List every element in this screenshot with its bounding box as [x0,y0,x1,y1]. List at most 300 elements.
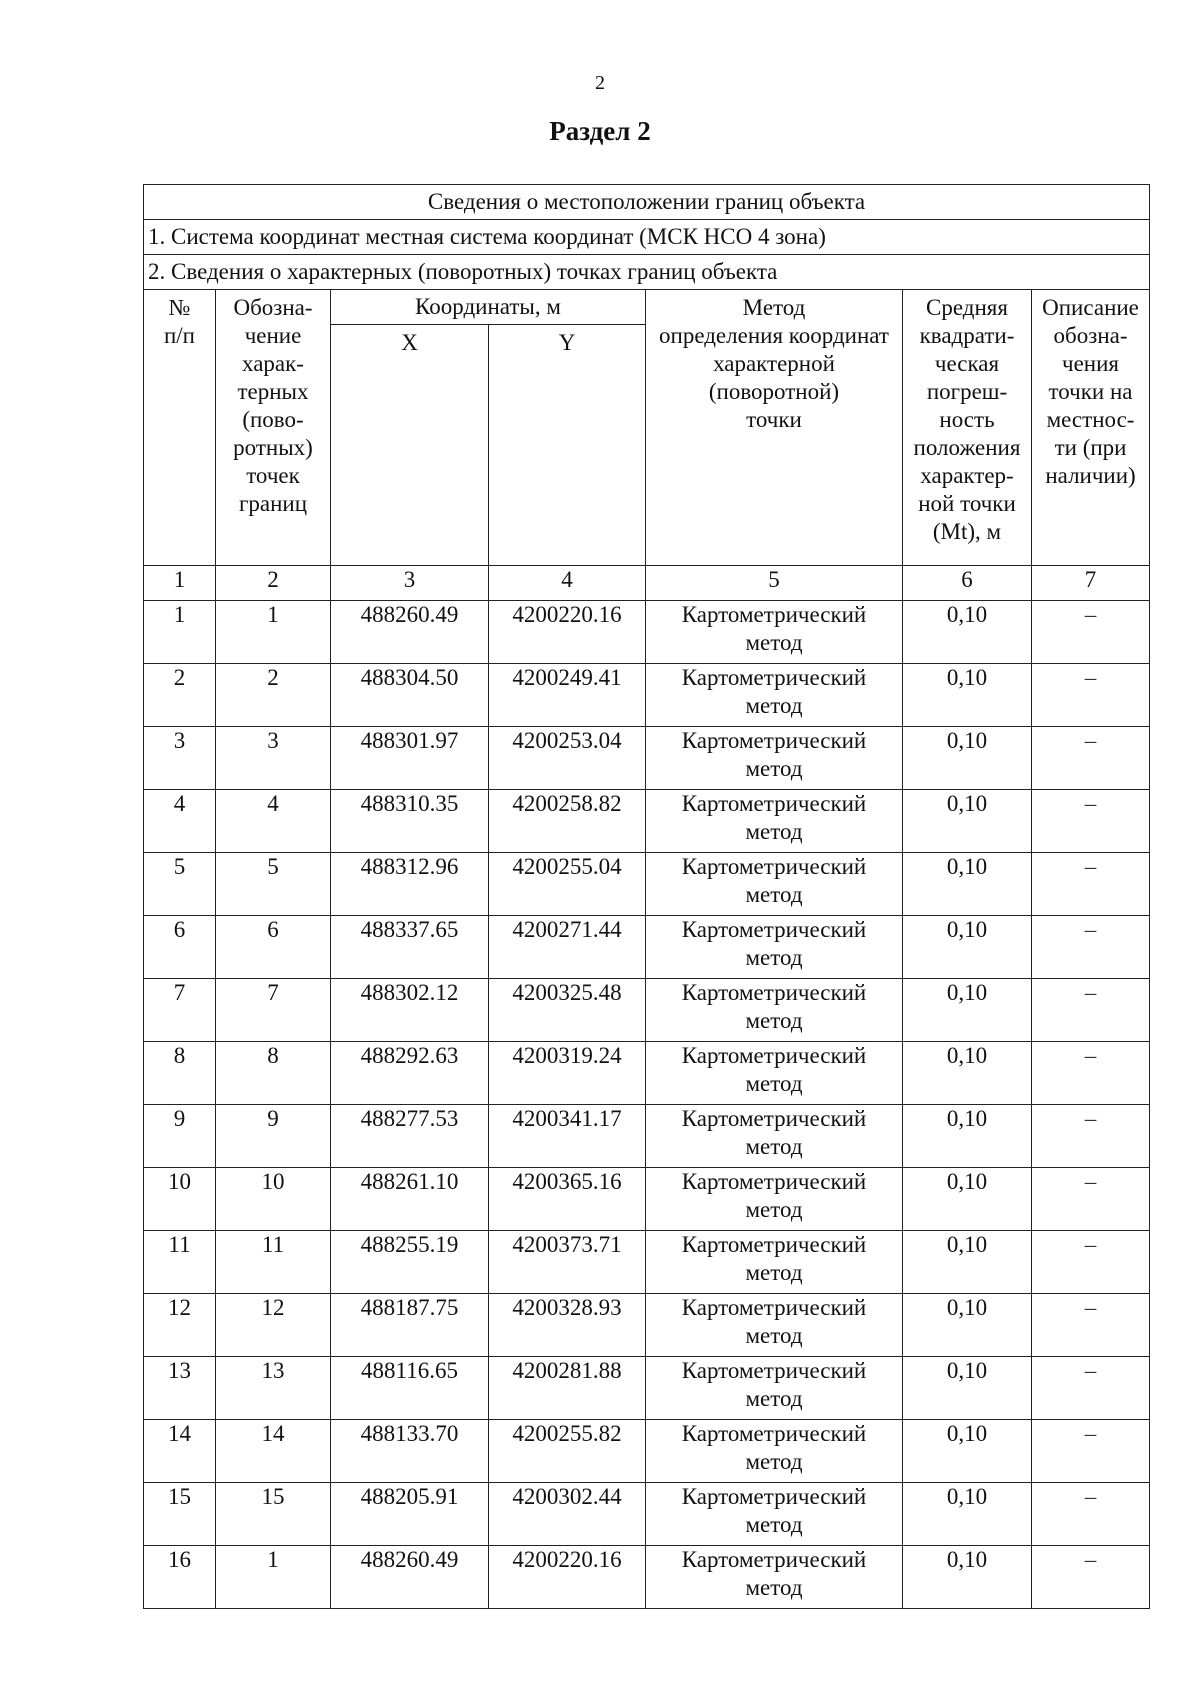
method-text: метод [745,1575,803,1600]
coord-y [489,1231,646,1294]
description [1032,1546,1150,1609]
header-designation [216,290,331,566]
column-number: 4 [489,566,646,601]
point-designation-text: 9 [267,1106,279,1131]
coord-y [489,1483,646,1546]
header-line: характер- [920,463,1014,488]
column-number: 1 [144,566,216,601]
error-value [903,1042,1032,1105]
point-designation [216,1231,331,1294]
method-text: метод [745,1323,803,1348]
coord-y-text: 4200341.17 [512,1106,622,1131]
header-line: погреш- [926,379,1008,404]
point-designation-text: 11 [261,1232,285,1257]
error-value-text: 0,10 [946,665,988,690]
header-y: Y [489,325,646,566]
method-text: метод [745,756,803,781]
coord-x [331,1168,489,1231]
coord-x [331,979,489,1042]
coord-y-text: 4200255.82 [512,1421,622,1446]
header-method [646,290,903,566]
error-value-text: 0,10 [946,854,988,879]
point-number [144,1483,216,1546]
point-number-text: 9 [173,1106,186,1131]
method [646,1168,903,1231]
method [646,1294,903,1357]
coord-x-text: 488116.65 [361,1358,458,1383]
coord-x [331,1420,489,1483]
error-value-text: 0,10 [946,1484,988,1509]
error-value [903,1294,1032,1357]
header-line: Описание [1042,295,1139,320]
description [1032,1294,1150,1357]
header-line: ность [939,407,995,432]
header-line: квадрати- [919,323,1015,348]
description-text: – [1084,1295,1097,1320]
description-text: – [1084,1547,1097,1572]
header-line: обозна- [1053,323,1128,348]
method-text: Картометрический [681,1043,867,1068]
header-line: местнос- [1046,407,1135,432]
description [1032,979,1150,1042]
description [1032,727,1150,790]
method [646,916,903,979]
page-number: 2 [595,72,605,94]
method-text: Картометрический [681,1169,867,1194]
point-number [144,1168,216,1231]
point-number-text: 13 [168,1358,191,1383]
method-text: метод [745,630,803,655]
point-designation-text: 13 [261,1358,285,1383]
table-row [144,979,1150,1042]
method-text: Картометрический [681,665,867,690]
coord-x-text: 488255.19 [360,1232,459,1257]
table-row [144,1042,1150,1105]
method-text: Картометрический [681,1232,867,1257]
section-title: Раздел 2 [549,116,651,146]
coord-y-text: 4200255.04 [512,854,622,879]
coord-y [489,1357,646,1420]
header-x: X [331,325,489,566]
point-number-text: 1 [173,602,186,627]
method [646,1546,903,1609]
description [1032,601,1150,664]
description-text: – [1084,1106,1097,1131]
error-value [903,790,1032,853]
point-designation-text: 6 [267,917,279,942]
point-number [144,1294,216,1357]
point-number [144,1357,216,1420]
error-value [903,1483,1032,1546]
point-designation [216,727,331,790]
header-num [144,290,216,566]
header-line: Средняя [926,295,1008,320]
method-text: Картометрический [681,1547,867,1572]
error-value-text: 0,10 [946,1421,988,1446]
table-row [144,601,1150,664]
point-designation [216,1420,331,1483]
coord-x [331,1042,489,1105]
description-text: – [1084,854,1097,879]
coord-y-text: 4200325.48 [512,980,622,1005]
point-designation [216,853,331,916]
coord-y-text: 4200328.93 [512,1295,622,1320]
method-text: метод [745,819,803,844]
coord-x [331,1357,489,1420]
method-text: Картометрический [681,917,867,942]
point-number [144,1042,216,1105]
error-value [903,1546,1032,1609]
header-line: точки [746,407,802,432]
method [646,1105,903,1168]
table-row [144,853,1150,916]
point-designation-text: 8 [267,1043,279,1068]
coord-x [331,790,489,853]
method-text: метод [745,1008,803,1033]
point-designation [216,664,331,727]
error-value-text: 0,10 [946,1358,988,1383]
point-designation [216,1168,331,1231]
table-row [144,1483,1150,1546]
method [646,979,903,1042]
table-row [144,664,1150,727]
header-line: точки на [1048,379,1133,404]
description-text: – [1084,917,1097,942]
point-number [144,1546,216,1609]
error-value [903,979,1032,1042]
coord-x [331,853,489,916]
point-number-text: 2 [173,665,186,690]
method [646,1231,903,1294]
point-number-text: 8 [173,1043,186,1068]
point-number-text: 12 [168,1295,191,1320]
coord-y-text: 4200271.44 [512,917,622,942]
point-designation-text: 1 [267,1547,279,1572]
error-value-text: 0,10 [946,728,988,753]
point-number-text: 3 [173,728,186,753]
description [1032,1105,1150,1168]
error-value [903,1357,1032,1420]
method-text: метод [745,1260,803,1285]
point-number [144,601,216,664]
point-designation-text: 3 [267,728,279,753]
description [1032,664,1150,727]
header-line: (поворотной) [708,379,840,404]
point-designation [216,601,331,664]
method [646,853,903,916]
table-row [144,790,1150,853]
description-text: – [1084,980,1097,1005]
method-text: Картометрический [681,728,867,753]
coord-y-text: 4200319.24 [512,1043,622,1068]
description [1032,1420,1150,1483]
column-numbers-row [144,566,1150,601]
method [646,790,903,853]
error-value [903,1105,1032,1168]
column-number: 2 [216,566,331,601]
header-line: чение [244,323,302,348]
point-designation-text: 5 [267,854,279,879]
header-line: ческая [934,351,1000,376]
table-row [144,1231,1150,1294]
coord-x-text: 488261.10 [360,1169,459,1194]
description [1032,1231,1150,1294]
coord-x [331,727,489,790]
table-row [144,1546,1150,1609]
coord-y-text: 4200258.82 [512,791,622,816]
header-line: положения [913,435,1021,460]
point-designation-text: 7 [267,980,279,1005]
method-text: метод [745,1197,803,1222]
coord-x-text: 488310.35 [360,791,459,816]
method [646,1357,903,1420]
point-number [144,1105,216,1168]
header-line: № [168,295,191,320]
description [1032,1483,1150,1546]
point-designation-text: 15 [261,1484,285,1509]
coord-y [489,601,646,664]
method [646,1483,903,1546]
header-line: ротных) [233,435,313,460]
header-description [1032,290,1150,566]
coord-x [331,601,489,664]
coord-x-text: 488301.97 [360,728,459,753]
error-value [903,916,1032,979]
description-text: – [1084,1169,1097,1194]
point-designation-text: 1 [267,602,279,627]
error-value-text: 0,10 [946,1043,988,1068]
coord-y-text: 4200253.04 [512,728,622,753]
point-number [144,790,216,853]
point-number-text: 4 [173,791,186,816]
error-value-text: 0,10 [946,1295,988,1320]
description [1032,853,1150,916]
point-number-text: 11 [168,1232,191,1257]
coord-y-text: 4200281.88 [512,1358,622,1383]
header-coordinates: Координаты, м [331,290,646,325]
table-row [144,1294,1150,1357]
method-text: Картометрический [681,602,867,627]
coord-x-text: 488260.49 [360,602,459,627]
point-number-text: 16 [168,1547,191,1572]
description-text: – [1084,1232,1097,1257]
coord-y-text: 4200302.44 [512,1484,622,1509]
description-text: – [1084,602,1097,627]
coord-x-text: 488187.75 [360,1295,459,1320]
point-designation [216,916,331,979]
error-value [903,1231,1032,1294]
coord-y [489,916,646,979]
coord-y-text: 4200373.71 [512,1232,622,1257]
method [646,1042,903,1105]
method-text: Картометрический [681,1358,867,1383]
boundary-points-table [143,184,1150,1609]
point-number-text: 15 [168,1484,191,1509]
point-designation-text: 4 [267,791,279,816]
coord-y [489,979,646,1042]
error-value-text: 0,10 [946,791,988,816]
header-line: границ [238,491,308,516]
header-line: Обозна- [233,295,313,320]
point-designation [216,1042,331,1105]
error-value-text: 0,10 [946,602,988,627]
coord-y [489,1546,646,1609]
error-value [903,1420,1032,1483]
table-row [144,1420,1150,1483]
method [646,727,903,790]
header-line: характерной [713,351,835,376]
error-value [903,853,1032,916]
column-number: 3 [331,566,489,601]
coord-y [489,664,646,727]
method-text: Картометрический [681,980,867,1005]
description-text: – [1084,1484,1097,1509]
table-row [144,727,1150,790]
coord-x-text: 488277.53 [360,1106,459,1131]
description [1032,1357,1150,1420]
table-row [144,1105,1150,1168]
coord-x-text: 488304.50 [360,665,459,690]
method-text: Картометрический [681,1106,867,1131]
coord-x [331,1546,489,1609]
header-line: чения [1062,351,1120,376]
description-text: – [1084,791,1097,816]
coord-x-text: 488205.91 [360,1484,459,1509]
point-number-text: 6 [173,917,186,942]
coord-y-text: 4200249.41 [512,665,622,690]
error-value [903,601,1032,664]
table-row [144,1168,1150,1231]
column-number: 6 [903,566,1032,601]
description [1032,916,1150,979]
description-text: – [1084,1043,1097,1068]
coord-y [489,727,646,790]
point-number-text: 7 [173,980,186,1005]
header-line: определения координат [659,323,889,348]
coord-x [331,1294,489,1357]
point-designation-text: 10 [261,1169,285,1194]
point-number [144,727,216,790]
method-text: Картометрический [681,791,867,816]
point-designation-text: 12 [261,1295,285,1320]
point-designation [216,1357,331,1420]
header-line: харак- [242,351,304,376]
point-number-text: 5 [173,854,186,879]
table-row [144,916,1150,979]
method-text: Картометрический [681,1484,867,1509]
coord-y [489,1294,646,1357]
description [1032,1042,1150,1105]
method-text: метод [745,693,803,718]
point-designation [216,979,331,1042]
coord-x [331,1231,489,1294]
method-text: метод [745,1071,803,1096]
point-designation [216,1105,331,1168]
point-number [144,1231,216,1294]
coord-x [331,664,489,727]
table-title: Сведения о местоположении границ объекта [144,185,1150,220]
column-number: 7 [1032,566,1150,601]
method [646,601,903,664]
header-line: (Mt), м [932,519,1002,544]
point-number [144,979,216,1042]
coord-y [489,790,646,853]
point-designation [216,1483,331,1546]
error-value-text: 0,10 [946,1169,988,1194]
coord-y-text: 4200220.16 [512,602,622,627]
coord-x [331,1105,489,1168]
method-text: метод [745,1134,803,1159]
header-line: п/п [163,323,195,348]
method-text: метод [745,1386,803,1411]
error-value [903,1168,1032,1231]
error-value-text: 0,10 [946,917,988,942]
header-line: ной точки [918,491,1016,516]
coordinate-system-line: 1. Система координат местная система координат (МСК НСО 4 зона) [144,220,1150,255]
point-designation-text: 14 [261,1421,285,1446]
point-designation-text: 2 [267,665,279,690]
method-text: метод [745,1512,803,1537]
coord-y [489,853,646,916]
description [1032,790,1150,853]
coord-x [331,916,489,979]
method [646,664,903,727]
column-number: 5 [646,566,903,601]
coord-x-text: 488337.65 [360,917,459,942]
method-text: метод [745,882,803,907]
table-row [144,1357,1150,1420]
coord-y-text: 4200220.16 [512,1547,622,1572]
method-text: Картометрический [681,1295,867,1320]
point-number [144,916,216,979]
header-line: точек [246,463,300,488]
point-number [144,853,216,916]
coord-x-text: 488302.12 [360,980,459,1005]
point-number [144,1420,216,1483]
point-number [144,664,216,727]
header-line: ти (при [1054,435,1127,460]
point-designation [216,1294,331,1357]
coord-x [331,1483,489,1546]
header-line: наличии) [1045,463,1136,488]
description-text: – [1084,1421,1097,1446]
coord-x-text: 488312.96 [360,854,459,879]
header-error [903,290,1032,566]
method-text: метод [745,1449,803,1474]
error-value-text: 0,10 [946,1232,988,1257]
description-text: – [1084,728,1097,753]
coord-y [489,1420,646,1483]
method-text: Картометрический [681,854,867,879]
method-text: метод [745,945,803,970]
point-designation [216,1546,331,1609]
header-line: Метод [742,295,806,320]
error-value-text: 0,10 [946,1547,988,1572]
point-number-text: 10 [168,1169,191,1194]
description-text: – [1084,665,1097,690]
coord-y [489,1168,646,1231]
coord-y [489,1042,646,1105]
coord-x-text: 488292.63 [360,1043,459,1068]
error-value [903,727,1032,790]
coord-y [489,1105,646,1168]
points-info-line: 2. Сведения о характерных (поворотных) точках границ объекта [144,255,1150,290]
point-designation [216,790,331,853]
coord-x-text: 488133.70 [360,1421,459,1446]
description [1032,1168,1150,1231]
method [646,1420,903,1483]
coord-x-text: 488260.49 [360,1547,459,1572]
